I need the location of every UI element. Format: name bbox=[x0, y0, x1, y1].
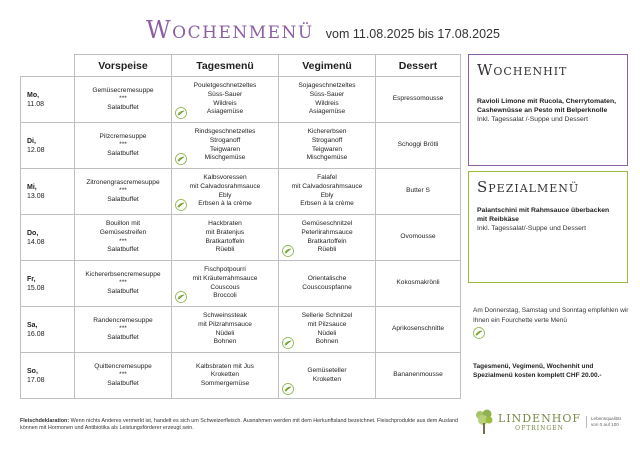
vegimenu-cell bbox=[279, 261, 376, 307]
menu-line: Salatbuffet bbox=[107, 287, 139, 295]
brand-rating-line2: von 0 auf 100 bbox=[591, 422, 619, 427]
meat-declaration-label: Fleischdeklaration: bbox=[20, 418, 70, 424]
menu-line: Orientalische bbox=[307, 274, 347, 282]
weekend-note-text: Am Donnerstag, Samstag und Sonntag empfehlen wir Ihnen ein Fourchette verte Menü bbox=[473, 307, 629, 324]
day-cell bbox=[21, 169, 75, 215]
day-date: 14.08 bbox=[27, 238, 45, 246]
vorspeise-cell bbox=[75, 353, 172, 399]
tagesmenu-cell bbox=[172, 215, 279, 261]
day-cell bbox=[21, 215, 75, 261]
day-name: Sa, bbox=[27, 321, 38, 329]
menu-line: Kichererbsencremesuppe bbox=[85, 270, 161, 278]
vorspeise-cell bbox=[75, 215, 172, 261]
menu-line: Gemüsecremesuppe bbox=[92, 86, 154, 94]
menu-line: Butter S bbox=[406, 187, 430, 195]
menu-line: Fischpotpourri bbox=[204, 266, 246, 274]
vegimenu-cell bbox=[279, 169, 376, 215]
dessert-cell bbox=[376, 307, 461, 353]
header-corner bbox=[21, 55, 75, 77]
menu-line: Espressomousse bbox=[392, 95, 444, 103]
vegimenu-cell bbox=[279, 123, 376, 169]
tree-logo-icon bbox=[474, 408, 494, 436]
day-name: Mi, bbox=[27, 183, 37, 191]
tagesmenu-cell bbox=[172, 261, 279, 307]
menu-line: *** bbox=[119, 279, 127, 287]
tagesmenu-cell bbox=[172, 77, 279, 123]
meat-declaration-text: Wenn nichts Anderes vermerkt ist, handelt es sich um Schweizerfleisch. Ausnahmen werden mit dem Herkunftsland bezeichnet. Fleischprodukte aus dem Ausland können mit Hormonen und Antibiotika als Leistungsförderer erzeugt sein. bbox=[20, 418, 458, 431]
menu-line: Couscouspfanne bbox=[302, 283, 352, 291]
vorspeise-cell bbox=[75, 261, 172, 307]
menu-line: Kalbsbraten mit Jus bbox=[196, 362, 254, 370]
menu-line: mit Kräuterrahmsauce bbox=[192, 274, 258, 282]
menu-line: Schoggi Brötli bbox=[397, 141, 439, 149]
day-name: Fr, bbox=[27, 275, 36, 283]
menu-line: mit Pilzrahmsauce bbox=[198, 320, 252, 328]
header-tagesmenu: Tagesmenü bbox=[172, 55, 279, 77]
spezialmenu-box bbox=[468, 171, 628, 283]
menu-line: Gemüseteller bbox=[307, 366, 347, 374]
menu-line: Salatbuffet bbox=[107, 195, 139, 203]
day-date: 17.08 bbox=[27, 376, 45, 384]
menu-line: Randencremesuppe bbox=[93, 316, 153, 324]
day-date: 16.08 bbox=[27, 330, 45, 338]
header-dessert: Dessert bbox=[376, 55, 461, 77]
menu-row bbox=[21, 123, 461, 169]
tagesmenu-cell bbox=[172, 353, 279, 399]
tagesmenu-cell bbox=[172, 307, 279, 353]
menu-line: Kichererbsen bbox=[307, 128, 347, 136]
menu-line: Ovomousse bbox=[400, 233, 436, 241]
combo-price: Tagesmenü, Vegimenü, Wochenhit und Spezialmenü kosten komplett CHF 20.00.- bbox=[473, 363, 602, 379]
menu-line: Süss-Sauer bbox=[207, 90, 243, 98]
menu-line: Bohnen bbox=[315, 338, 339, 346]
brand-name: LINDENHOF bbox=[498, 412, 581, 425]
menu-line: *** bbox=[119, 325, 127, 333]
menu-line: *** bbox=[119, 187, 127, 195]
fourchette-verte-icon bbox=[175, 199, 187, 211]
menu-line: Nüdeli bbox=[215, 329, 235, 337]
menu-line: Falafel bbox=[317, 174, 337, 182]
fourchette-verte-icon bbox=[282, 383, 294, 395]
date-range: vom 11.08.2025 bis 17.08.2025 bbox=[325, 27, 500, 41]
menu-row bbox=[21, 307, 461, 353]
wochenhit-box bbox=[468, 54, 628, 166]
menu-line: Teigwaren bbox=[311, 145, 343, 153]
menu-line: Aprikosenschnitte bbox=[391, 325, 445, 333]
spezialmenu-title: Spezialmenü bbox=[477, 178, 580, 196]
menu-line: Wildreis bbox=[213, 99, 237, 107]
menu-line: Sommergemüse bbox=[200, 379, 250, 387]
spezialmenu-dish: Palantschini mit Rahmsauce überbacken mit Reibkäse bbox=[477, 207, 610, 223]
day-date: 11.08 bbox=[27, 100, 44, 108]
vegimenu-cell bbox=[279, 215, 376, 261]
menu-line: *** bbox=[119, 95, 127, 103]
tagesmenu-cell bbox=[172, 123, 279, 169]
menu-line: Bohnen bbox=[213, 338, 237, 346]
menu-line: Bratkartoffeln bbox=[205, 237, 245, 245]
menu-row bbox=[21, 169, 461, 215]
wochenhit-note: Inkl. Tagessalat /-Suppe und Dessert bbox=[477, 116, 588, 123]
menu-line: Teigwaren bbox=[209, 145, 241, 153]
menu-table bbox=[20, 54, 461, 399]
menu-line: Salatbuffet bbox=[107, 103, 139, 111]
day-name: Do, bbox=[27, 229, 39, 237]
menu-line: Kroketten bbox=[210, 371, 240, 379]
menu-line: mit Pilzsauce bbox=[307, 320, 347, 328]
day-cell bbox=[21, 307, 75, 353]
menu-row bbox=[21, 353, 461, 399]
day-cell bbox=[21, 123, 75, 169]
day-name: Mo, bbox=[27, 91, 40, 99]
weekend-note bbox=[473, 306, 633, 339]
menu-line: Sellerie Schnitzel bbox=[301, 312, 353, 320]
menu-line: Hackbraten bbox=[208, 220, 242, 228]
vegimenu-cell bbox=[279, 353, 376, 399]
menu-line: Ebly bbox=[218, 191, 232, 199]
dessert-cell bbox=[376, 261, 461, 307]
menu-line: *** bbox=[119, 237, 127, 245]
day-cell bbox=[21, 353, 75, 399]
day-cell bbox=[21, 261, 75, 307]
menu-line: Nüdeli bbox=[317, 329, 337, 337]
menu-line: Ebly bbox=[320, 191, 334, 199]
menu-line: Pilzcremesuppe bbox=[99, 132, 147, 140]
vorspeise-cell bbox=[75, 307, 172, 353]
spezialmenu-note: Inkl. Tagessalat/-Suppe und Dessert bbox=[477, 225, 587, 232]
menu-line: Bananenmousse bbox=[393, 371, 443, 379]
menu-line: Erbsen à la crème bbox=[198, 200, 252, 208]
menu-line: Gemüseschnitzel bbox=[301, 220, 353, 228]
menu-line: Peterlirahmsauce bbox=[301, 228, 353, 236]
vorspeise-cell bbox=[75, 169, 172, 215]
fourchette-verte-icon bbox=[175, 153, 187, 165]
menu-line: Bouillon mit bbox=[105, 220, 141, 228]
menu-line: Bratkartoffeln bbox=[307, 237, 347, 245]
day-date: 12.08 bbox=[27, 146, 45, 154]
dessert-cell bbox=[376, 215, 461, 261]
day-cell bbox=[21, 77, 75, 123]
day-date: 15.08 bbox=[27, 284, 45, 292]
dessert-cell bbox=[376, 169, 461, 215]
menu-line: Mischgemüse bbox=[204, 154, 246, 162]
menu-line: Couscous bbox=[210, 283, 240, 291]
brand-sub: OFTRINGEN bbox=[515, 425, 564, 432]
menu-line: Süss-Sauer bbox=[309, 90, 345, 98]
menu-line: Salatbuffet bbox=[107, 149, 139, 157]
meat-declaration bbox=[20, 418, 460, 432]
menu-line: Zitronengrascremesuppe bbox=[86, 178, 160, 186]
menu-line: Sojageschnetzeltes bbox=[298, 82, 356, 90]
menu-row bbox=[21, 215, 461, 261]
menu-line: Rindsgeschnetzeltes bbox=[194, 128, 256, 136]
menu-line: *** bbox=[119, 371, 127, 379]
menu-row bbox=[21, 261, 461, 307]
dessert-cell bbox=[376, 353, 461, 399]
menu-line: Schweinssteak bbox=[203, 312, 247, 320]
dessert-cell bbox=[376, 77, 461, 123]
menu-line: mit Calvadosrahmsauce bbox=[189, 182, 261, 190]
menu-line: Stroganoff bbox=[311, 136, 343, 144]
page-title-text: Wochenmenü bbox=[146, 16, 314, 44]
brand-rating-line1: Lebensqualität bbox=[591, 416, 621, 421]
fourchette-verte-icon bbox=[473, 327, 485, 339]
vegimenu-cell bbox=[279, 77, 376, 123]
tagesmenu-cell bbox=[172, 169, 279, 215]
menu-line: Kokosmakrönli bbox=[396, 279, 440, 287]
menu-line: Asiagemüse bbox=[206, 108, 244, 116]
menu-line: Gemüsestreifen bbox=[99, 228, 147, 236]
menu-line: Asiagemüse bbox=[308, 108, 346, 116]
vorspeise-cell bbox=[75, 123, 172, 169]
menu-line: Mischgemüse bbox=[306, 154, 348, 162]
vorspeise-cell bbox=[75, 77, 172, 123]
menu-line: Stroganoff bbox=[209, 136, 241, 144]
menu-line: mit Bratenjus bbox=[205, 228, 245, 236]
day-date: 13.08 bbox=[27, 192, 45, 200]
menu-header-row bbox=[21, 55, 461, 77]
menu-line: Kroketten bbox=[312, 375, 342, 383]
menu-line: Kalbsvoressen bbox=[203, 174, 247, 182]
menu-line: mit Calvadosrahmsauce bbox=[291, 182, 363, 190]
menu-row bbox=[21, 77, 461, 123]
fourchette-verte-icon bbox=[175, 107, 187, 119]
wochenhit-title: Wochenhit bbox=[477, 61, 568, 79]
wochenhit-dish: Ravioli Limone mit Rucola, Cherrytomaten, Cashewnüsse an Pesto mit Belperknolle bbox=[477, 98, 616, 114]
menu-line: Rüebli bbox=[215, 246, 235, 254]
page-title bbox=[146, 16, 500, 48]
menu-line: Salatbuffet bbox=[107, 246, 139, 254]
menu-line: Rüebli bbox=[317, 246, 337, 254]
fourchette-verte-icon bbox=[175, 291, 187, 303]
menu-line: Broccoli bbox=[213, 292, 237, 300]
vegimenu-cell bbox=[279, 307, 376, 353]
menu-line: Salatbuffet bbox=[107, 379, 139, 387]
fourchette-verte-icon bbox=[282, 337, 294, 349]
header-vegimenu: Vegimenü bbox=[279, 55, 376, 77]
dessert-cell bbox=[376, 123, 461, 169]
header-vorspeise: Vorspeise bbox=[75, 55, 172, 77]
menu-line: *** bbox=[119, 141, 127, 149]
day-name: Di, bbox=[27, 137, 36, 145]
menu-line: Quittencremesuppe bbox=[94, 362, 152, 370]
lindenhof-logo bbox=[474, 408, 621, 436]
menu-line: Wildreis bbox=[315, 99, 339, 107]
menu-line: Erbsen à la crème bbox=[300, 200, 354, 208]
fourchette-verte-icon bbox=[282, 245, 294, 257]
day-name: So, bbox=[27, 367, 38, 375]
menu-line: Pouletgeschnetzeltes bbox=[193, 82, 257, 90]
brand-rating bbox=[586, 416, 621, 428]
menu-line: Salatbuffet bbox=[107, 333, 139, 341]
